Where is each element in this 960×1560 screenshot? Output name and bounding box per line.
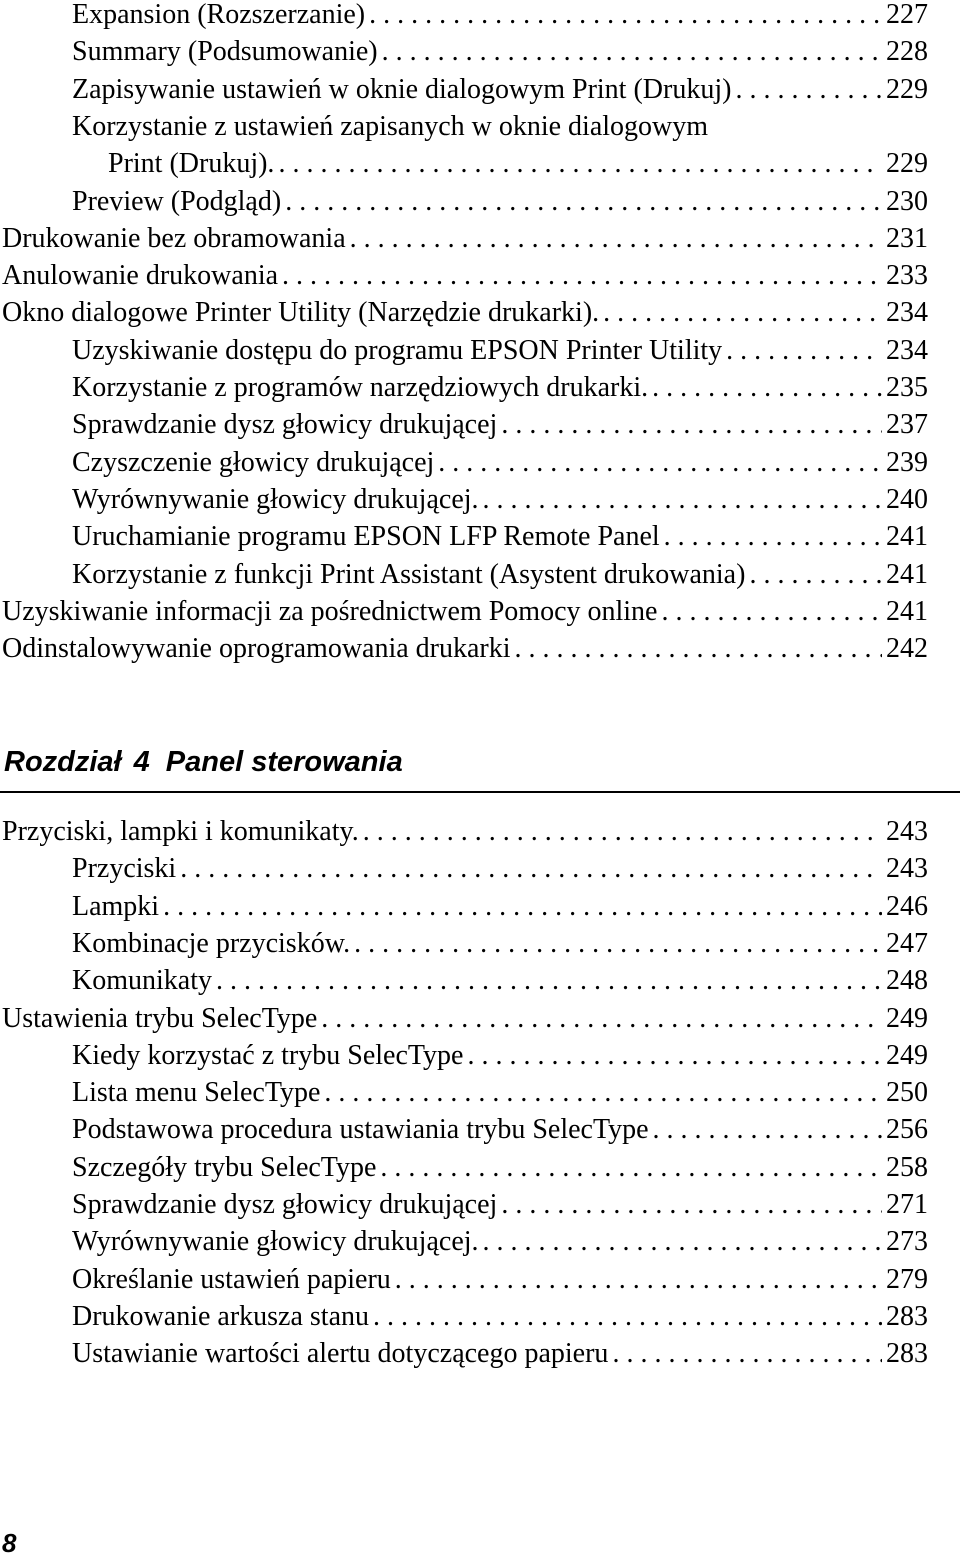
toc-entry-title: Lista menu SelecType [72, 1077, 321, 1109]
toc-entry-page-number: 256 [886, 1114, 928, 1146]
toc-entry-title: Kombinacje przycisków. [72, 927, 351, 959]
toc-entry-title: Przyciski, lampki i komunikaty. [2, 816, 359, 847]
toc-entry-page-number: 241 [886, 558, 928, 590]
dot-leader [354, 925, 882, 962]
dot-leader [216, 962, 882, 999]
toc-entry-title: Zapisywanie ustawień w oknie dialogowym Print (Drukuj) [72, 73, 732, 105]
toc-entry[interactable] [0, 332, 928, 369]
toc-entry-page-number: 239 [886, 446, 928, 478]
toc-entry-page-number: 258 [886, 1151, 928, 1183]
toc-entry-title: Korzystanie z programów narzędziowych drukarki. [72, 372, 649, 403]
toc-entry-title: Uruchamianie programu EPSON LFP Remote Panel [72, 521, 660, 553]
toc-entry-title: Ustawianie wartości alertu dotyczącego papieru [72, 1338, 609, 1370]
toc-entry-title: Określanie ustawień papieru [72, 1263, 391, 1295]
toc-entry[interactable] [0, 1261, 928, 1298]
dot-leader [515, 630, 882, 667]
dot-leader [438, 444, 882, 481]
toc-entry-page-number: 237 [886, 409, 928, 441]
toc-entry-page-number: 231 [886, 222, 928, 254]
dot-leader [483, 1223, 882, 1260]
toc-entry-page-number: 273 [886, 1226, 928, 1258]
toc-entry[interactable] [0, 1111, 928, 1148]
toc-entry[interactable] [0, 220, 928, 257]
toc-entry[interactable] [0, 888, 928, 925]
toc-entry[interactable] [0, 108, 928, 145]
toc-entry-title: Wyrównywanie głowicy drukującej. [72, 1226, 479, 1258]
toc-entry-title: Summary (Podsumowanie) [72, 36, 378, 68]
toc-entry-title: Korzystanie z funkcji Print Assistant (Asystent drukowania) [72, 558, 746, 590]
toc-entry-title: Wyrównywanie głowicy drukującej. [72, 483, 479, 515]
toc-entry-page-number: 228 [886, 36, 928, 68]
toc-entry-title: Uzyskiwanie dostępu do programu EPSON Printer Utility [72, 334, 723, 366]
toc-entry-title: Ustawienia trybu SelecType [2, 1002, 318, 1034]
toc-entry-page-number: 248 [886, 965, 928, 997]
toc-entry-title: Anulowanie drukowania [2, 260, 279, 292]
toc-entry-title: Uzyskiwanie informacji za pośrednictwem Pomocy online [2, 595, 658, 627]
toc-entry[interactable] [0, 1000, 928, 1037]
toc-entry-page-number: 283 [886, 1338, 928, 1370]
toc-entry-title: Sprawdzanie dysz głowicy drukującej [72, 409, 498, 441]
toc-entry[interactable] [0, 406, 928, 443]
dot-leader [467, 1037, 882, 1074]
dot-leader [661, 593, 882, 630]
toc-entry[interactable] [0, 369, 928, 406]
toc-entry[interactable] [0, 850, 928, 887]
dot-leader [501, 1186, 882, 1223]
toc-entry-title: Kiedy korzystać z trybu SelecType [72, 1039, 464, 1071]
toc-entry-title: Podstawowa procedura ustawiania trybu SelecType [72, 1114, 649, 1146]
toc-entry[interactable] [0, 556, 928, 593]
toc-entry-page-number: 249 [886, 1039, 928, 1071]
toc-entry-page-number: 241 [886, 521, 928, 553]
toc-entry-page-number: 240 [886, 483, 928, 515]
dot-leader [749, 556, 882, 593]
dot-leader [285, 183, 882, 220]
toc-entry-title: Okno dialogowe Printer Utility (Narzędzie drukarki). [2, 297, 600, 329]
toc-entry-page-number: 247 [886, 927, 928, 959]
toc-entry[interactable] [0, 481, 928, 518]
dot-leader [321, 1000, 882, 1037]
toc-entry-page-number: 283 [886, 1300, 928, 1332]
chapter-label: Rozdział [4, 746, 122, 778]
toc-entry-page-number: 229 [886, 148, 928, 180]
toc-entry-title: Lampki [72, 890, 160, 922]
toc-entry-page-number: 233 [886, 260, 928, 292]
toc-entry[interactable] [0, 1149, 928, 1186]
chapter-name: Panel sterowania [165, 746, 403, 778]
toc-entry-title: Expansion (Rozszerzanie) [72, 0, 366, 30]
chapter-rule [0, 791, 960, 793]
dot-leader [664, 518, 882, 555]
toc-entry-title: Przyciski [72, 853, 177, 885]
toc-entry-page-number: 229 [886, 73, 928, 105]
toc-entry-page-number: 271 [886, 1189, 928, 1220]
dot-leader [180, 850, 882, 887]
dot-leader [395, 1261, 882, 1298]
toc-entry[interactable] [0, 294, 928, 331]
dot-leader [653, 1111, 882, 1148]
toc-entry[interactable] [0, 1037, 928, 1074]
toc-entry-page-number: 234 [886, 334, 928, 366]
toc-entry-title: Print (Drukuj). [108, 148, 275, 180]
toc-entry-title: Drukowanie bez obramowania [2, 222, 346, 254]
dot-leader [735, 71, 882, 108]
toc-entry-page-number: 230 [886, 185, 928, 217]
toc-entry-page-number: 235 [886, 372, 928, 403]
toc-entry[interactable] [0, 145, 928, 182]
toc-entry-title: Drukowanie arkusza stanu [72, 1300, 370, 1332]
toc-entry[interactable] [0, 444, 928, 481]
dot-leader [612, 1335, 882, 1372]
dot-leader [483, 481, 882, 518]
toc-entry[interactable] [0, 71, 928, 108]
toc-entry-page-number: 227 [886, 0, 928, 30]
dot-leader [373, 1298, 882, 1335]
dot-leader [324, 1074, 882, 1111]
dot-leader [350, 220, 882, 257]
toc-entry-title: Komunikaty [72, 965, 212, 997]
toc-entry-title: Korzystanie z ustawień zapisanych w oknie dialogowym [72, 110, 709, 142]
toc-entry-title: Sprawdzanie dysz głowicy drukującej [72, 1189, 498, 1220]
dot-leader [282, 257, 882, 294]
toc-entry[interactable] [0, 183, 928, 220]
dot-leader [163, 888, 882, 925]
dot-leader [652, 369, 882, 406]
toc-entry-page-number: 250 [886, 1077, 928, 1109]
page-number: 8 [2, 1528, 17, 1558]
toc-entry-page-number: 242 [886, 633, 928, 665]
toc-entry-page-number: 241 [886, 595, 928, 627]
dot-leader [278, 145, 882, 182]
dot-leader [369, 0, 882, 33]
toc-entry[interactable] [0, 1298, 928, 1335]
toc-entry-page-number: 234 [886, 297, 928, 329]
toc-entry[interactable] [0, 1186, 928, 1223]
toc-entry[interactable] [0, 518, 928, 555]
dot-leader [363, 813, 882, 850]
toc-entry[interactable] [0, 813, 928, 850]
toc-entry-title: Szczegóły trybu SelecType [72, 1151, 377, 1183]
toc-entry-title: Czyszczenie głowicy drukującej [72, 446, 435, 478]
toc-entry[interactable] [0, 257, 928, 294]
toc-entry[interactable] [0, 630, 928, 667]
toc-entry[interactable] [0, 962, 928, 999]
toc-entry[interactable] [0, 1074, 928, 1111]
toc-entry[interactable] [0, 1223, 928, 1260]
toc-entry-page-number: 243 [886, 853, 928, 885]
dot-leader [501, 406, 882, 443]
toc-entry-title: Odinstalowywanie oprogramowania drukarki [2, 633, 511, 665]
toc-entry[interactable] [0, 593, 928, 630]
dot-leader [380, 1149, 882, 1186]
toc-entry-page-number: 243 [886, 816, 928, 847]
toc-entry-page-number: 246 [886, 890, 928, 922]
toc-entry-title: Preview (Podgląd) [72, 185, 282, 217]
toc-entry[interactable] [0, 33, 928, 70]
chapter-heading [4, 746, 403, 779]
toc-entry[interactable] [0, 0, 928, 33]
toc-entry[interactable] [0, 1335, 928, 1372]
toc-entry-page-number: 279 [886, 1263, 928, 1295]
toc-entry[interactable] [0, 925, 928, 962]
dot-leader [603, 294, 882, 331]
chapter-number: 4 [133, 746, 150, 778]
toc-entry-page-number: 249 [886, 1002, 928, 1034]
dot-leader [382, 33, 882, 70]
dot-leader [726, 332, 882, 369]
